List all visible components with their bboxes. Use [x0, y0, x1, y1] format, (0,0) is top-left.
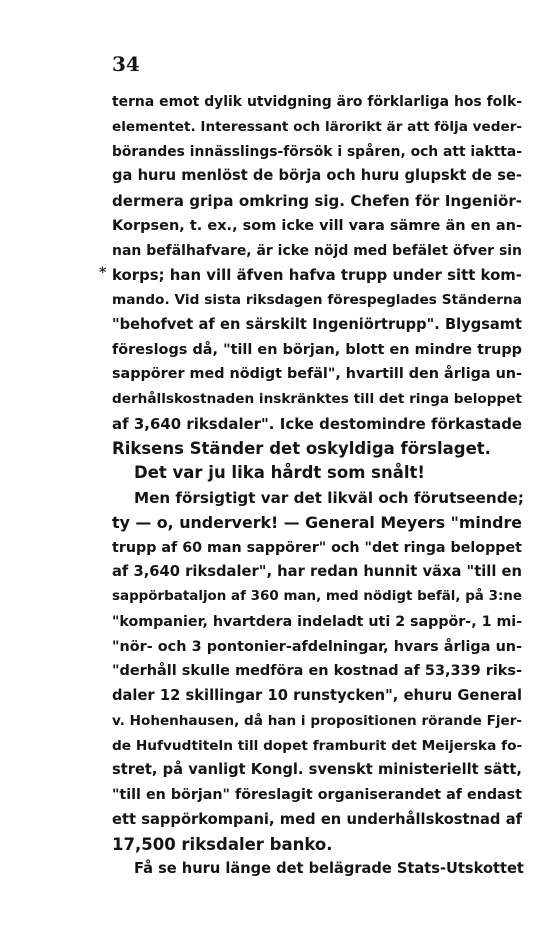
text-line: ga huru menlöst de börja och huru glupskt de se- [112, 167, 522, 185]
text-line: Men försigtigt var det likväl och förutseende; [134, 489, 524, 507]
text-line: korps; han vill äfven hafva trupp under sitt kom- [112, 266, 522, 285]
text-line: mando. Vid sista riksdagen förespeglades Ständerna [112, 292, 522, 308]
text-line: Få se huru länge det belägrade Stats-Utskottet [134, 860, 524, 878]
text-line: daler 12 skillingar 10 runstycken", ehuru General [112, 687, 522, 704]
text-line: trupp af 60 man sappörer" och "det ringa beloppet [112, 539, 522, 556]
body-text [112, 90, 522, 882]
text-line: terna emot dylik utvidgning äro förklarliga hos folk- [112, 94, 522, 110]
text-line: dermera gripa omkring sig. Chefen för Ingeniör- [112, 192, 522, 210]
text-line: Korpsen, t. ex., som icke vill vara sämre än en an- [112, 217, 522, 234]
text-line: v. Hohenhausen, då han i propositionen rörande Fjer- [112, 712, 522, 729]
text-line: sappörbataljon af 360 man, med nödigt befäl, på 3:ne [112, 589, 522, 604]
text-line: nan befälhafvare, är icke nöjd med befälet öfver sin [112, 242, 522, 259]
text-line: 17,500 riksdaler banko. [112, 834, 333, 854]
text-line: sappörer med nödigt befäl", hvartill den årliga un- [112, 366, 522, 383]
text-line: föreslogs då, "till en början, blott en mindre trupp [112, 341, 522, 358]
text-line: af 3,640 riksdaler", har redan hunnit växa "till en [112, 563, 522, 581]
text-line: "kompanier, hvartdera indeladt uti 2 sappör-, 1 mi- [112, 613, 523, 630]
text-line: elementet. Interessant och lärorikt är att följa veder- [112, 118, 523, 135]
text-line: ty — o, underverk! — General Meyers "mindre [112, 512, 522, 532]
text-line: stret, på vanligt Kongl. svenskt ministeriellt sätt, [112, 761, 522, 779]
text-line: af 3,640 riksdaler". Icke destomindre förkastade [112, 414, 522, 433]
text-line: "derhåll skulle medföra en kostnad af 53,339 riks- [112, 663, 522, 680]
text-line: de Hufvudtiteln till dopet framburit det Meijerska fo- [112, 737, 523, 754]
text-line: "behofvet af en särskilt Ingeniörtrupp". Blygsamt [112, 315, 522, 333]
text-line: Riksens Ständer det oskyldiga förslaget. [112, 438, 491, 458]
text-line: ett sappörkompani, med en underhållskostnad af [112, 810, 522, 828]
text-line: Det var ju lika hårdt som snålt! [134, 463, 425, 483]
text-line: "nör- och 3 pontonier-afdelningar, hvars årliga un- [112, 638, 522, 655]
text-line: "till en början" föreslagit organiserandet af endast [112, 787, 522, 803]
margin-mark: * [99, 265, 107, 281]
text-line: börandes innässlings-försök i spåren, och att iakttа- [112, 143, 522, 160]
page-number: 34 [112, 52, 140, 76]
text-line: derhållskostnaden inskränktes till det ringa beloppet [112, 391, 523, 407]
